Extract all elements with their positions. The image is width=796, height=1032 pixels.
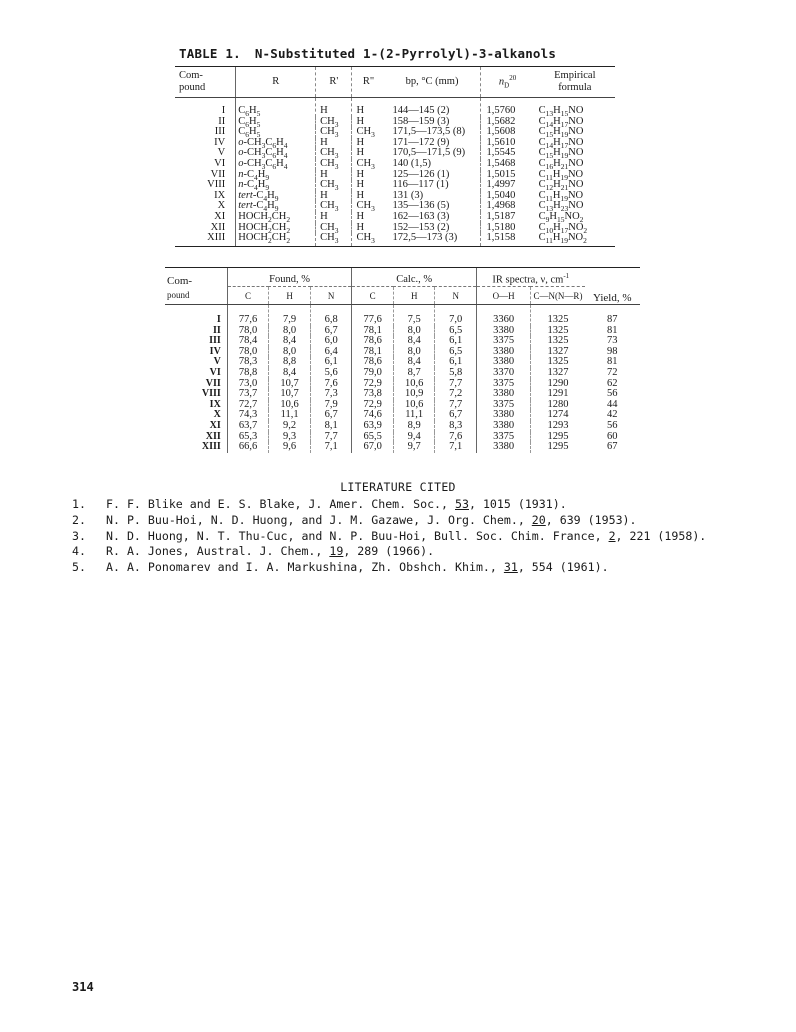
t2-cell-yield: 44 (607, 398, 618, 410)
t1-cell-bp: 125—126 (1) (392, 168, 450, 180)
t1-cell-r: tert-$C_4H_9$ (236, 201, 316, 212)
t1-cell-r-double-prime: $CH_3$ (352, 201, 385, 212)
t1-cell-refractive-index: 1,5545 (480, 148, 535, 159)
t1-cell-formula: $C_{13}H_{23}NO$ (538, 200, 584, 214)
reference-post: , 554 (1961). (517, 560, 609, 575)
t1-cell-compound: XI (214, 210, 226, 222)
t2-cell-found-h: 7,9 (269, 305, 311, 326)
t2-cell-calc-n: 6,7 (435, 410, 477, 421)
t1-cell-r: tert-$C_4H_9$ (236, 191, 316, 202)
t2-cell-found-c: 73,7 (227, 389, 269, 400)
t1-cell-compound: III (214, 126, 226, 138)
reference-num: 2. (72, 512, 86, 527)
t2-cell-ir-oh: 3380 (476, 326, 530, 337)
t2-cell-calc-c: 79,0 (352, 368, 394, 379)
t1-cell-refractive-index: 1,4997 (480, 180, 535, 191)
t2-cell-found-n: 6,7 (310, 326, 352, 337)
t1-header-refractive-index: $n_D^{20}$ (480, 67, 535, 98)
t2-row (165, 442, 640, 453)
t2-cell-ir-cn: 1327 (531, 368, 585, 379)
t2-cell-calc-c: 78,6 (352, 336, 394, 347)
t2-cell-found-c: 66,6 (227, 442, 269, 453)
t2-cell-found-c: 78,0 (227, 326, 269, 337)
t2-sub-found-n: N (310, 287, 352, 305)
t2-sub-calc-n: N (435, 287, 477, 305)
t2-cell-found-c: 78,8 (227, 368, 269, 379)
t2-cell-ir-cn: 1295 (531, 442, 585, 453)
t1-row (175, 212, 615, 223)
table-1-properties (175, 66, 615, 247)
t2-cell-found-n: 8,1 (310, 421, 352, 432)
t2-cell-ir-cn: 1327 (531, 347, 585, 358)
t2-cell-calc-c: 78,1 (352, 326, 394, 337)
page-number: 314 (72, 980, 94, 994)
t1-cell-compound: V (217, 147, 226, 159)
t1-cell-refractive-index: 1,5040 (480, 191, 535, 202)
t2-row (165, 326, 640, 337)
t2-cell-calc-h: 8,7 (393, 368, 435, 379)
table-caption: N-Substituted 1-(2-Pyrrolyl)-3-alkanols (254, 46, 557, 61)
t2-body (165, 305, 640, 453)
t1-cell-r-double-prime: H (352, 212, 385, 223)
reference-post: , 221 (1958). (615, 528, 707, 543)
t2-cell-found-n: 6,1 (310, 357, 352, 368)
t1-cell-formula: $C_{10}H_{17}NO_2$ (538, 221, 588, 235)
t2-cell-ir-oh: 3375 (476, 400, 530, 411)
t2-cell-found-h: 8,0 (269, 326, 311, 337)
t2-cell-calc-n: 7,1 (435, 442, 477, 453)
t1-cell-r-prime: H (316, 98, 352, 117)
t1-cell-r-prime: $CH_3$ (316, 117, 352, 128)
t1-cell-refractive-index: 1,5608 (480, 127, 535, 138)
t2-cell-found-h: 8,0 (269, 347, 311, 358)
t2-cell-calc-h: 8,9 (393, 421, 435, 432)
t2-cell-yield: 42 (607, 409, 618, 421)
t1-cell-r-double-prime: H (352, 148, 385, 159)
t1-cell-bp: 116—117 (1) (392, 179, 449, 191)
t2-header-ir: IR spectra, ν, $cm^{-1}$ (476, 268, 584, 287)
t1-cell-r-double-prime: $CH_3$ (352, 159, 385, 170)
t1-cell-formula: $C_{12}H_{21}NO$ (538, 179, 584, 193)
t2-cell-compound: VII (205, 377, 221, 389)
reference-num: 1. (72, 497, 86, 511)
t1-cell-bp: 172,5—173 (3) (385, 233, 481, 246)
reference-vol: 20 (531, 512, 546, 527)
t2-sub-calc-c: C (352, 287, 394, 305)
t1-cell-compound: VIII (207, 179, 226, 191)
reference-pre: R. A. Jones, Austral. J. Chem., (106, 544, 330, 559)
t1-cell-r-double-prime: H (352, 138, 385, 149)
t1-cell-r: $C_6H_5$ (236, 98, 316, 117)
t2-cell-found-c: 72,7 (227, 400, 269, 411)
t2-cell-found-h: 10,7 (269, 379, 311, 390)
t1-cell-refractive-index: 1,5015 (480, 170, 535, 181)
t2-cell-compound: XIII (201, 441, 221, 453)
t2-cell-yield: 81 (607, 324, 618, 336)
t2-header-compound-2: pound (165, 287, 227, 305)
t2-cell-compound: VI (209, 366, 221, 378)
t2-cell-ir-oh: 3375 (476, 379, 530, 390)
t1-cell-r-double-prime: $CH_3$ (352, 127, 385, 138)
t2-cell-found-n: 6,8 (310, 305, 352, 326)
reference-post: , 1015 (1931). (468, 497, 567, 511)
t2-cell-ir-cn: 1325 (531, 305, 585, 326)
t2-cell-calc-c: 78,6 (352, 357, 394, 368)
reference-num: 4. (72, 544, 86, 559)
t1-cell-refractive-index: 1,5187 (480, 212, 535, 223)
t1-cell-compound: I (221, 105, 226, 116)
t2-cell-calc-h: 8,0 (393, 347, 435, 358)
t2-cell-found-h: 9,3 (269, 432, 311, 443)
t2-cell-compound: V (213, 356, 221, 368)
t2-cell-calc-n: 6,1 (435, 336, 477, 347)
t2-cell-calc-n: 7,2 (435, 389, 477, 400)
reference-item (72, 529, 706, 545)
t1-cell-r: $C_6H_5$ (236, 117, 316, 128)
t2-cell-found-n: 7,3 (310, 389, 352, 400)
t1-cell-r-prime: H (316, 212, 352, 223)
t1-cell-r-prime: H (316, 170, 352, 181)
t2-row (165, 410, 640, 421)
t1-cell-refractive-index: 1,5468 (480, 159, 535, 170)
t2-cell-calc-h: 11,1 (393, 410, 435, 421)
t1-cell-bp: 135—136 (5) (392, 200, 450, 212)
t2-cell-calc-c: 72,9 (352, 379, 394, 390)
t1-cell-formula: $C_{14}H_{17}NO$ (538, 136, 584, 150)
t2-cell-calc-n: 7,6 (435, 432, 477, 443)
t2-cell-calc-n: 8,3 (435, 421, 477, 432)
t2-cell-ir-oh: 3380 (476, 421, 530, 432)
t2-cell-found-n: 7,1 (310, 442, 352, 453)
t1-cell-r-double-prime: H (352, 117, 385, 128)
t2-header-calc: Calc., % (352, 268, 477, 287)
t2-cell-yield: 73 (607, 335, 618, 347)
t2-cell-calc-c: 78,1 (352, 347, 394, 358)
t2-row (165, 432, 640, 443)
t2-cell-found-c: 63,7 (227, 421, 269, 432)
t1-cell-r: $o-CH_3C_6H_4$ (236, 148, 316, 159)
t2-row (165, 305, 640, 326)
t2-cell-calc-c: 77,6 (352, 305, 394, 326)
t2-header-found: Found, % (227, 268, 352, 287)
t2-cell-ir-cn: 1325 (531, 326, 585, 337)
reference-pre: A. A. Ponomarev and I. A. Markushina, Zh. Obshch. Khim., (106, 560, 504, 575)
t2-cell-found-c: 78,3 (227, 357, 269, 368)
t1-cell-r-prime: $CH_3$ (316, 148, 352, 159)
t1-cell-refractive-index: 1,5682 (480, 117, 535, 128)
t1-cell-refractive-index: 1,5760 (480, 98, 535, 117)
t1-cell-r: $HOCH_2CH_2$ (236, 233, 316, 246)
t2-cell-ir-cn: 1274 (531, 410, 585, 421)
t2-cell-found-n: 7,9 (310, 400, 352, 411)
t2-cell-ir-oh: 3380 (476, 389, 530, 400)
t2-sub-calc-h: H (393, 287, 435, 305)
t2-cell-calc-h: 8,4 (393, 336, 435, 347)
t2-cell-compound: II (213, 324, 221, 336)
t2-cell-compound: XI (209, 419, 221, 431)
t2-cell-compound: III (209, 335, 221, 347)
t2-cell-calc-h: 9,7 (393, 442, 435, 453)
t1-cell-r: $n-C_4H_9$ (236, 180, 316, 191)
t2-cell-found-h: 10,6 (269, 400, 311, 411)
t2-cell-found-c: 78,4 (227, 336, 269, 347)
t1-cell-bp: 140 (1,5) (392, 157, 431, 169)
t2-cell-ir-oh: 3380 (476, 347, 530, 358)
t2-cell-calc-c: 67,0 (352, 442, 394, 453)
t2-cell-yield: 72 (607, 366, 618, 378)
reference-item (72, 544, 706, 560)
reference-list (72, 497, 706, 576)
t2-cell-found-n: 6,0 (310, 336, 352, 347)
t2-sub-ir-cn: C—N(N—R) (531, 287, 585, 305)
t1-cell-r-prime: $CH_3$ (316, 233, 352, 246)
t2-cell-calc-c: 74,6 (352, 410, 394, 421)
t1-cell-formula: $C_{11}H_{19}NO_2$ (535, 233, 615, 246)
t2-cell-found-h: 9,2 (269, 421, 311, 432)
t1-cell-r-prime: $CH_3$ (316, 180, 352, 191)
t1-cell-compound: X (217, 200, 226, 212)
t1-cell-r-double-prime: H (352, 191, 385, 202)
t2-cell-found-h: 9,6 (269, 442, 311, 453)
t1-cell-refractive-index: 1,5180 (480, 223, 535, 234)
t1-cell-formula: $C_{14}H_{17}NO$ (538, 115, 584, 129)
t1-cell-bp: 171,5—173,5 (8) (392, 126, 466, 138)
table-2-analysis (165, 267, 640, 453)
t1-cell-compound: XIII (175, 233, 236, 246)
reference-item (72, 560, 706, 576)
t1-cell-r-prime: $CH_3$ (316, 127, 352, 138)
t2-header-yield: Yield, % (585, 268, 640, 305)
table-label: TABLE 1. (179, 46, 241, 61)
t1-cell-refractive-index: 1,4968 (480, 201, 535, 212)
t2-sub-found-c: C (227, 287, 269, 305)
t1-cell-formula: $C_{11}H_{19}NO$ (538, 168, 584, 182)
t2-cell-compound: X (213, 409, 221, 421)
t1-cell-formula: $C_{13}H_{15}NO$ (538, 105, 584, 119)
t1-cell-bp: 170,5—171,5 (9) (392, 147, 466, 159)
t1-cell-refractive-index: 1,5610 (480, 138, 535, 149)
t1-header-r-double-prime: R" (352, 67, 385, 98)
t2-cell-calc-h: 7,5 (393, 305, 435, 326)
t2-cell-found-n: 7,7 (310, 432, 352, 443)
t2-header-compound: Com- (167, 274, 193, 287)
t1-cell-r: $n-C_4H_9$ (236, 170, 316, 181)
t1-header-formula: Empirical formula (535, 67, 615, 98)
reference-vol: 53 (455, 497, 469, 511)
t1-cell-compound: XII (210, 221, 226, 233)
reference-pre: N. D. Huong, N. T. Thu-Cuc, and N. P. Buu-Hoi, Bull. Soc. Chim. France, (106, 528, 609, 543)
t2-sub-ir-oh: O—H (476, 287, 530, 305)
t2-cell-calc-n: 7,7 (435, 379, 477, 390)
t2-cell-ir-oh: 3375 (476, 336, 530, 347)
t2-cell-yield: 98 (607, 345, 618, 357)
t1-cell-refractive-index: 1,5158 (480, 233, 535, 246)
t1-cell-r: $o-CH_3C_6H_4$ (236, 159, 316, 170)
t1-cell-r-prime: $CH_3$ (316, 223, 352, 234)
reference-vol: 19 (329, 544, 344, 559)
t2-row (165, 347, 640, 358)
t1-cell-formula: $C_{16}H_{21}NO$ (538, 157, 584, 172)
reference-post: , 639 (1953). (545, 512, 637, 527)
t2-cell-calc-h: 9,4 (393, 432, 435, 443)
t1-header-r: R (236, 67, 316, 98)
t2-cell-ir-oh: 3375 (476, 432, 530, 443)
t1-cell-r-prime: H (316, 191, 352, 202)
t2-cell-found-h: 8,8 (269, 357, 311, 368)
t2-cell-calc-c: 65,5 (352, 432, 394, 443)
t1-cell-r: $o-CH_3C_6H_4$ (236, 138, 316, 149)
t2-cell-found-c: 78,0 (227, 347, 269, 358)
t2-cell-ir-cn: 1295 (531, 432, 585, 443)
t2-row (165, 368, 640, 379)
t1-cell-bp: 152—153 (2) (392, 221, 450, 233)
t2-cell-calc-n: 5,8 (435, 368, 477, 379)
t2-cell-calc-n: 7,0 (435, 305, 477, 326)
t2-cell-found-c: 73,0 (227, 379, 269, 390)
t2-cell-calc-h: 10,9 (393, 389, 435, 400)
t2-cell-calc-h: 8,0 (393, 326, 435, 337)
t2-cell-calc-n: 6,5 (435, 347, 477, 358)
t1-cell-r-prime: H (316, 138, 352, 149)
reference-num: 5. (72, 560, 86, 575)
t1-cell-bp: 158—159 (3) (392, 115, 450, 127)
t2-cell-ir-cn: 1291 (531, 389, 585, 400)
t1-cell-bp: 131 (3) (392, 189, 424, 201)
reference-pre: F. F. Blike and E. S. Blake, J. Amer. Chem. Soc., (106, 497, 456, 511)
t1-cell-r-prime: $CH_3$ (316, 201, 352, 212)
t2-cell-found-h: 10,7 (269, 389, 311, 400)
t1-cell-r-double-prime: H (352, 223, 385, 234)
t1-cell-r-prime: $CH_3$ (316, 159, 352, 170)
t2-cell-compound: I (216, 314, 221, 325)
t2-row (165, 336, 640, 347)
t1-body (175, 98, 615, 247)
t1-cell-compound: VI (214, 157, 226, 169)
t2-cell-ir-oh: 3360 (476, 305, 530, 326)
t2-cell-calc-c: 72,9 (352, 400, 394, 411)
literature-heading: LITERATURE CITED (340, 480, 456, 494)
t2-cell-found-h: 8,4 (269, 336, 311, 347)
t1-cell-formula: $C_9H_{15}NO_2$ (538, 210, 584, 225)
t2-cell-found-n: 6,7 (310, 410, 352, 421)
table-title (179, 46, 556, 61)
t1-cell-bp: 171—172 (9) (392, 136, 450, 148)
t1-cell-compound: VII (210, 168, 226, 180)
t2-cell-ir-cn: 1293 (531, 421, 585, 432)
t2-cell-ir-cn: 1290 (531, 379, 585, 390)
reference-item (72, 513, 706, 529)
t1-cell-formula: $C_{15}H_{19}NO$ (538, 147, 584, 161)
t2-cell-compound: XII (205, 430, 221, 442)
t2-cell-yield: 87 (607, 314, 618, 325)
t2-cell-found-h: 8,4 (269, 368, 311, 379)
reference-vol: 31 (503, 560, 518, 575)
t2-cell-compound: VIII (201, 388, 221, 400)
t2-cell-found-h: 11,1 (269, 410, 311, 421)
t2-cell-yield: 56 (607, 388, 618, 400)
t2-cell-found-c: 77,6 (227, 305, 269, 326)
t2-cell-calc-h: 8,4 (393, 357, 435, 368)
t1-cell-r-double-prime: $CH_3$ (352, 233, 385, 246)
t1-cell-r: $HOCH_2CH_2$ (236, 212, 316, 223)
t2-cell-ir-oh: 3380 (476, 442, 530, 453)
t2-cell-ir-oh: 3380 (476, 357, 530, 368)
t2-cell-calc-n: 7,7 (435, 400, 477, 411)
t2-cell-calc-h: 10,6 (393, 400, 435, 411)
t1-cell-formula: $C_{11}H_{19}NO$ (538, 189, 584, 203)
t1-cell-r: $HOCH_2CH_2$ (236, 223, 316, 234)
t1-row (175, 98, 615, 117)
t1-cell-compound: IX (214, 189, 226, 201)
t2-row (165, 389, 640, 400)
t2-cell-found-n: 7,6 (310, 379, 352, 390)
t2-cell-found-n: 5,6 (310, 368, 352, 379)
t2-cell-calc-c: 73,8 (352, 389, 394, 400)
t2-cell-yield: 60 (607, 430, 618, 442)
t2-cell-ir-cn: 1325 (531, 357, 585, 368)
t1-cell-compound: II (218, 115, 226, 127)
t2-sub-found-h: H (269, 287, 311, 305)
t2-row (165, 379, 640, 390)
t1-cell-r-double-prime: H (352, 170, 385, 181)
reference-item (72, 497, 706, 513)
t2-cell-yield: 67 (607, 441, 618, 453)
t1-cell-formula: $C_{15}H_{19}NO$ (538, 126, 584, 140)
t2-cell-found-n: 6,4 (310, 347, 352, 358)
t2-row (165, 421, 640, 432)
t1-cell-bp: 162—163 (3) (392, 210, 450, 222)
reference-vol: 2 (608, 528, 616, 543)
t1-header-bp: bp, °C (mm) (385, 67, 481, 98)
t2-cell-yield: 56 (607, 419, 618, 431)
t2-cell-calc-n: 6,1 (435, 357, 477, 368)
t2-cell-calc-c: 63,9 (352, 421, 394, 432)
t1-cell-bp: 144—145 (2) (392, 105, 450, 116)
t2-cell-yield: 81 (607, 356, 618, 368)
t1-header-compound: Com- pound (175, 67, 236, 98)
t2-cell-compound: IX (209, 398, 221, 410)
t2-cell-calc-h: 10,6 (393, 379, 435, 390)
reference-post: , 289 (1966). (343, 544, 435, 559)
t2-cell-ir-oh: 3370 (476, 368, 530, 379)
t2-cell-compound: IV (209, 345, 221, 357)
t2-cell-found-c: 65,3 (227, 432, 269, 443)
t1-row (175, 233, 615, 246)
t2-cell-ir-cn: 1280 (531, 400, 585, 411)
t2-cell-ir-cn: 1325 (531, 336, 585, 347)
t2-cell-yield: 62 (607, 377, 618, 389)
reference-pre: N. P. Buu-Hoi, N. D. Huong, and J. M. Gazawe, J. Org. Chem., (106, 512, 532, 527)
t1-cell-r-double-prime: H (352, 98, 385, 117)
t1-cell-r-double-prime: H (352, 180, 385, 191)
t1-header-r-prime: R' (316, 67, 352, 98)
t2-row (165, 357, 640, 368)
t1-cell-compound: IV (214, 136, 226, 148)
t2-cell-found-c: 74,3 (227, 410, 269, 421)
t2-cell-calc-n: 6,5 (435, 326, 477, 337)
t2-row (165, 400, 640, 411)
t1-cell-r: $C_6H_5$ (236, 127, 316, 138)
t2-cell-ir-oh: 3380 (476, 410, 530, 421)
reference-num: 3. (72, 528, 86, 543)
